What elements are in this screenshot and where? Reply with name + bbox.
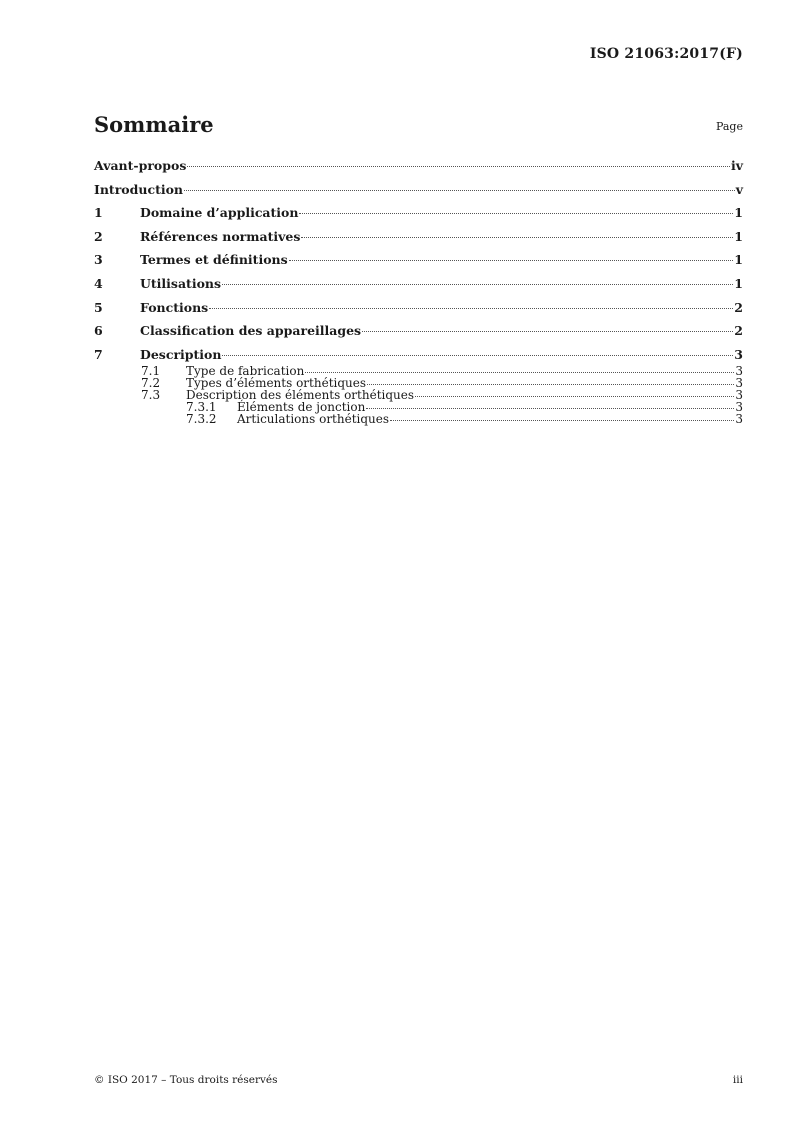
toc-entry-number: 4 [94,275,103,291]
toc-title: Sommaire [94,112,214,137]
dot-leader [187,166,730,167]
toc-title-row [94,112,743,142]
dot-leader [367,384,734,385]
toc-entry-title: Utilisations [140,275,222,291]
dot-leader [289,260,734,261]
toc-entry-number: 5 [94,299,103,315]
toc-entry-page: 3 [735,364,743,379]
copyright-notice: © ISO 2017 – Tous droits réservés [94,1074,278,1086]
toc-entry-number: 3 [94,252,103,268]
dot-leader [415,396,734,397]
toc-entry-number: 7 [94,346,103,362]
dot-leader [301,237,733,238]
dot-leader [222,284,733,285]
dot-leader [305,372,734,373]
toc-entry-page: 1 [734,275,743,291]
toc-entry-7-3-2[interactable] [94,411,743,426]
toc-entry-introduction[interactable] [94,178,743,202]
dot-leader [366,408,734,409]
toc-entry-page: 3 [735,387,743,402]
toc-entry-number: 7.3.2 [186,411,217,426]
dot-leader [390,420,734,421]
toc-entry-6[interactable] [94,319,743,343]
toc-entry-title: Domaine d’application [140,205,299,221]
toc-entry-page: 3 [735,411,743,426]
toc-entry-page: 2 [734,323,743,339]
toc-entry-4[interactable] [94,272,743,296]
toc-entry-page: 1 [734,205,743,221]
toc-entry-number: 6 [94,323,103,339]
toc-entry-page: 3 [735,376,743,391]
toc-entry-title: Classification des appareillages [140,323,362,339]
toc-entry-title: Description des éléments orthétiques [186,387,415,402]
toc-page-column-label: Page [715,120,743,133]
toc-list [94,154,743,425]
toc-entry-number: 7.3.1 [186,399,217,414]
toc-entry-title: Description [140,346,222,362]
toc-entry-title: Type de fabrication [186,364,305,379]
toc-entry-page: 3 [734,346,743,362]
toc-entry-title: Termes et définitions [140,252,288,268]
toc-entry-1[interactable] [94,201,743,225]
toc-entry-title: Fonctions [140,299,209,315]
toc-entry-page: iv [730,158,743,173]
toc-entry-2[interactable] [94,225,743,249]
toc-entry-title: Références normatives [140,228,301,244]
toc-entry-number: 7.3 [141,387,161,402]
dot-leader [299,213,733,214]
dot-leader [222,355,733,356]
toc-entry-number: 2 [94,228,103,244]
toc-entry-page: 1 [734,252,743,268]
dot-leader [184,190,735,191]
toc-entry-title: Articulations orthétiques [237,411,390,426]
toc-entry-avant-propos[interactable] [94,154,743,178]
dot-leader [209,308,733,309]
toc-entry-3[interactable] [94,248,743,272]
toc-entry-title: Types d’éléments orthétiques [186,376,367,391]
toc-entry-page: 3 [735,399,743,414]
toc-entry-page: v [735,181,743,197]
toc-entry-number: 7.2 [141,376,161,391]
toc-entry-5[interactable] [94,296,743,320]
page-number: iii [732,1074,743,1086]
document-id: ISO 21063:2017(F) [589,46,743,62]
toc-entry-number: 7.1 [141,364,161,379]
toc-entry-title: Éléments de jonction [237,399,366,414]
toc-entry-title: Introduction [94,181,184,197]
toc-entry-page: 1 [734,228,743,244]
toc-entry-title: Avant-propos [94,158,187,173]
toc-entry-page: 2 [734,299,743,315]
dot-leader [362,331,733,332]
toc-entry-7[interactable] [94,343,743,367]
toc-entry-number: 1 [94,205,103,221]
